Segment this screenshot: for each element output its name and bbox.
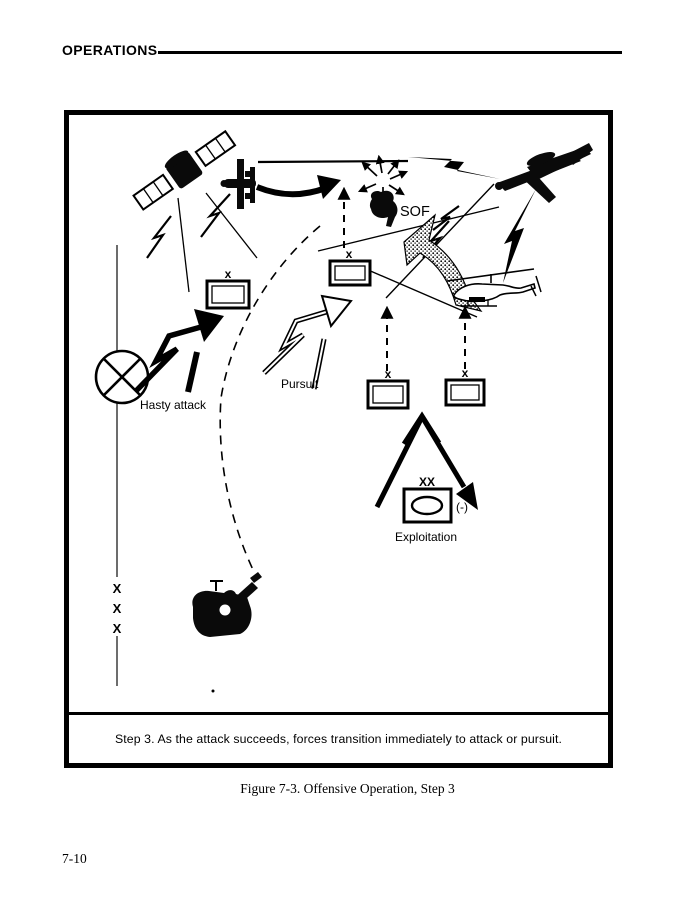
surveillance-aircraft-icon <box>495 143 593 203</box>
hasty-attack-label: Hasty attack <box>140 398 207 412</box>
unit-symbol-2 <box>330 247 370 285</box>
corps-boundary-x: X <box>112 621 122 636</box>
hasty-attack-arrow <box>136 309 224 392</box>
top-boundary-line <box>258 161 408 162</box>
stray-dot <box>212 690 215 693</box>
artillery-vehicle-icon <box>192 572 262 637</box>
step-caption-strip <box>69 712 608 763</box>
page-title: OPERATIONS <box>62 42 158 58</box>
echelon-x: x <box>461 366 469 380</box>
dashed-route-curve <box>220 226 320 574</box>
exploitation-label: Exploitation <box>394 530 458 544</box>
attack-aircraft-icon <box>221 159 257 209</box>
unit-symbol-3 <box>368 367 408 408</box>
air-strike-arrow <box>257 175 341 199</box>
page-number: 7-10 <box>62 851 87 866</box>
echelon-x: x <box>345 247 353 261</box>
header-rule <box>158 51 622 54</box>
satellite-icon <box>128 124 238 214</box>
echelon-x: x <box>224 267 232 281</box>
division-echelon-label: XX <box>418 475 436 489</box>
echelon-x: x <box>384 367 392 381</box>
figure-box <box>64 110 613 768</box>
sof-label: SOF <box>400 204 430 220</box>
corps-boundary-x: X <box>112 581 122 596</box>
pursuit-arrow <box>264 296 351 389</box>
lightning-bolt-icon <box>408 157 500 179</box>
circled-x-icon <box>96 351 148 403</box>
pursuit-label: Pursuit <box>281 377 319 391</box>
step-caption: Step 3. As the attack succeeds, forces transition immediately to attack or pursuit. <box>114 732 563 746</box>
unit-symbol-1 <box>207 267 249 308</box>
sof-soldier-icon <box>370 191 398 227</box>
reduced-strength-label: (-) <box>456 500 468 514</box>
unit-symbol-4 <box>446 366 484 405</box>
corps-boundary-x: X <box>112 601 122 616</box>
figure-caption: Figure 7-3. Offensive Operation, Step 3 <box>240 781 455 796</box>
tactical-diagram <box>69 115 608 712</box>
